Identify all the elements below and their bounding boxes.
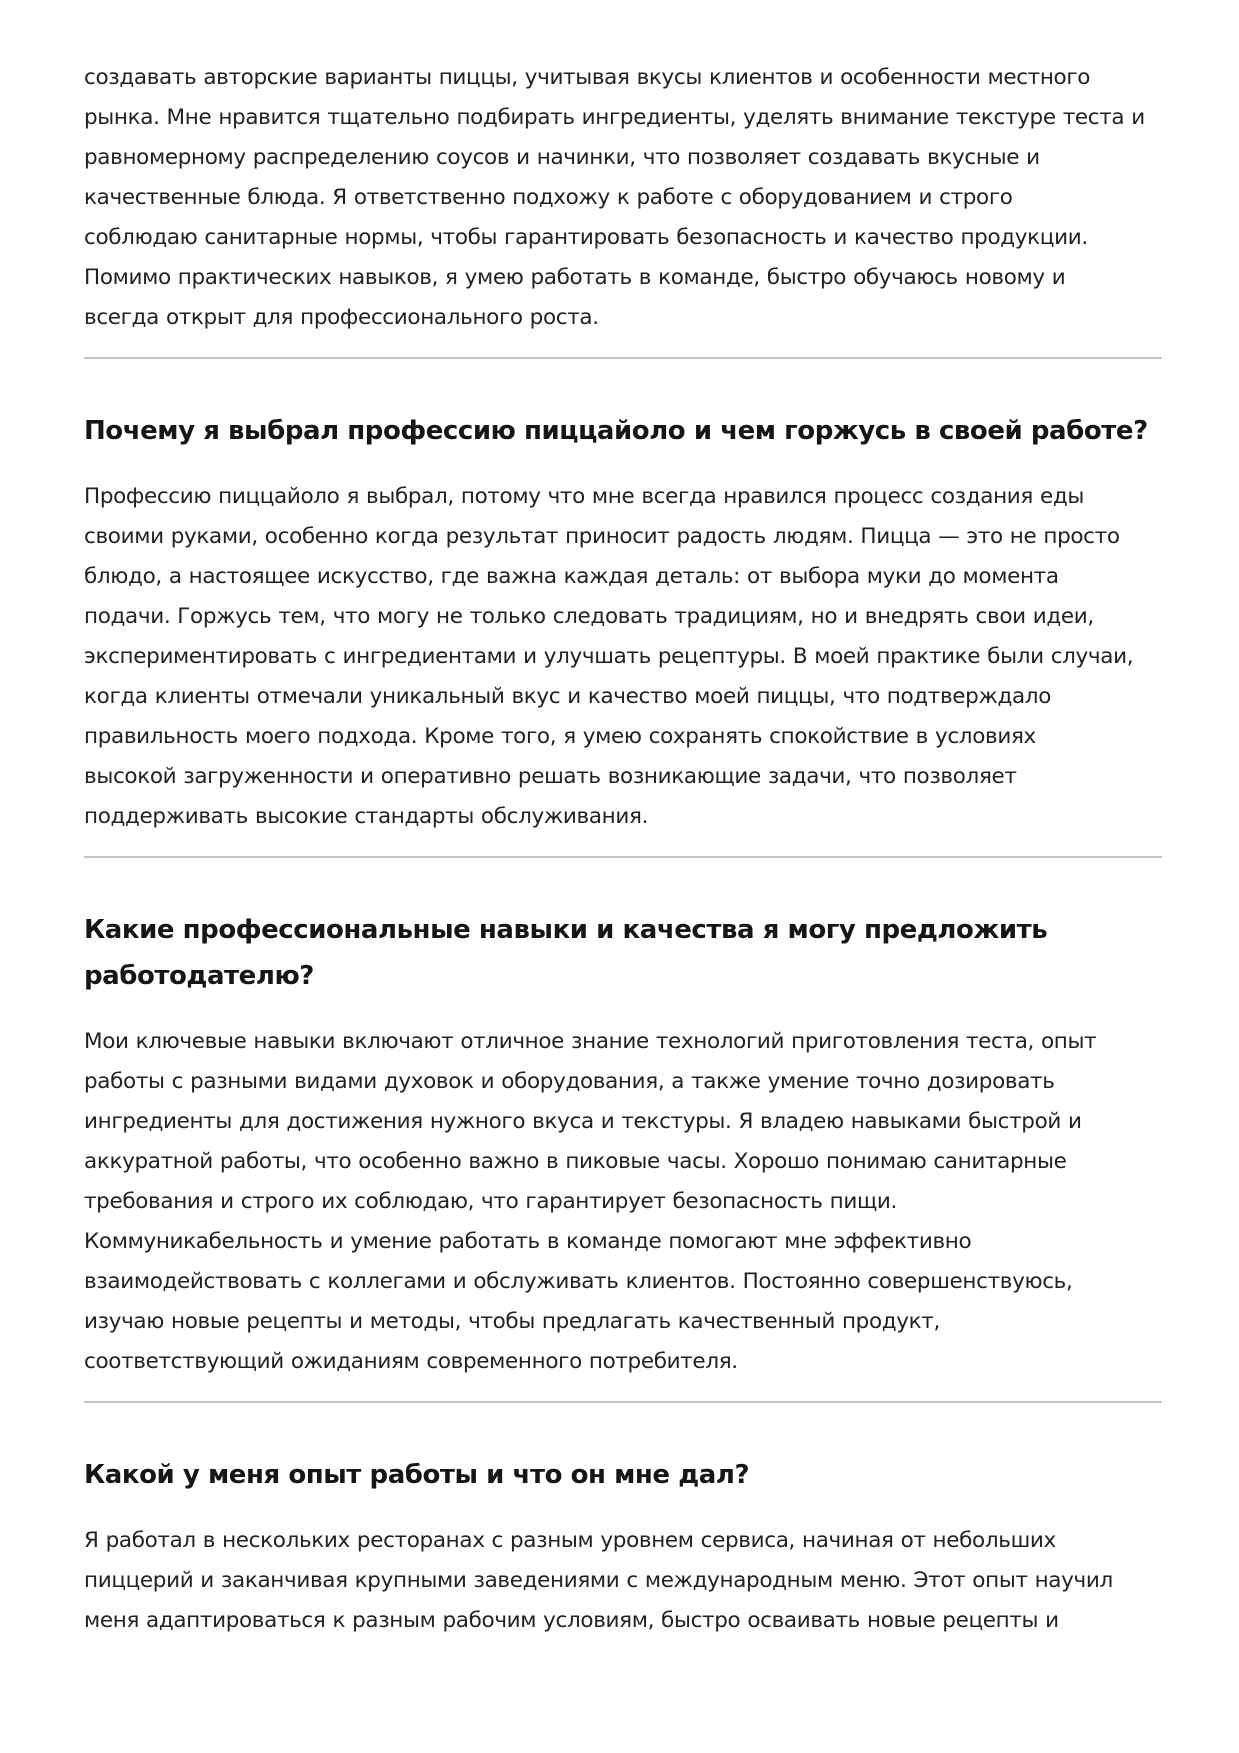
text-line: блюдо, а настоящее искусство, где важна каждая деталь: от выбора муки до момента [84, 564, 1059, 589]
text-line: Я работал в нескольких ресторанах с разным уровнем сервиса, начиная от небольших [84, 1528, 1056, 1553]
text-line: поддерживать высокие стандарты обслуживания. [84, 804, 649, 829]
text-line: взаимодействовать с коллегами и обслуживать клиентов. Постоянно совершенствуюсь, [84, 1269, 1073, 1294]
heading-line: Почему я выбрал профессию пиццайоло и чем горжусь в своей работе? [84, 416, 1148, 446]
document-page [84, 58, 1162, 1641]
text-line: Помимо практических навыков, я умею работать в команде, быстро обучаюсь новому и [84, 265, 1066, 290]
text-line: изучаю новые рецепты и методы, чтобы предлагать качественный продукт, [84, 1309, 940, 1334]
text-line: качественные блюда. Я ответственно подхожу к работе с оборудованием и строго [84, 185, 1013, 210]
text-line: равномерному распределению соусов и начинки, что позволяет создавать вкусные и [84, 145, 1040, 170]
section-divider [84, 1401, 1162, 1403]
heading-line: Какой у меня опыт работы и что он мне дал? [84, 1460, 750, 1490]
text-line: ингредиенты для достижения нужного вкуса и текстуры. Я владею навыками быстрой и [84, 1109, 1082, 1134]
heading-line: работодателю? [84, 961, 314, 991]
text-line: правильность моего подхода. Кроме того, я умею сохранять спокойствие в условиях [84, 724, 1036, 749]
text-line: создавать авторские варианты пиццы, учитывая вкусы клиентов и особенности местного [84, 65, 1091, 90]
text-line: всегда открыт для профессионального роста. [84, 305, 599, 330]
section-heading-experience [84, 1452, 1162, 1498]
section-paragraph-why-pizzaiolo [84, 477, 1162, 837]
heading-line: Какие профессиональные навыки и качества я могу предложить [84, 915, 1048, 945]
section-heading-why-pizzaiolo [84, 408, 1162, 454]
text-line: когда клиенты отмечали уникальный вкус и качество моей пиццы, что подтверждало [84, 684, 1052, 709]
text-line: требования и строго их соблюдаю, что гарантирует безопасность пищи. [84, 1189, 897, 1214]
text-line: рынка. Мне нравится тщательно подбирать ингредиенты, уделять внимание текстуре теста и [84, 105, 1145, 130]
intro-paragraph [84, 58, 1162, 338]
text-line: Мои ключевые навыки включают отличное знание технологий приготовления теста, опыт [84, 1029, 1097, 1054]
section-paragraph-skills [84, 1022, 1162, 1382]
text-line: подачи. Горжусь тем, что могу не только следовать традициям, но и внедрять свои идеи, [84, 604, 1094, 629]
section-divider [84, 357, 1162, 359]
text-line: работы с разными видами духовок и оборудования, а также умение точно дозировать [84, 1069, 1055, 1094]
text-line: Коммуникабельность и умение работать в команде помогают мне эффективно [84, 1229, 972, 1254]
section-heading-skills [84, 907, 1162, 999]
text-line: соблюдаю санитарные нормы, чтобы гарантировать безопасность и качество продукции. [84, 225, 1088, 250]
text-line: Профессию пиццайоло я выбрал, потому что мне всегда нравился процесс создания еды [84, 484, 1084, 509]
text-line: соответствующий ожиданиям современного потребителя. [84, 1349, 738, 1374]
text-line: своими руками, особенно когда результат приносит радость людям. Пицца — это не просто [84, 524, 1120, 549]
section-paragraph-experience [84, 1521, 1162, 1641]
section-divider [84, 856, 1162, 858]
text-line: экспериментировать с ингредиентами и улучшать рецептуры. В моей практике были случаи, [84, 644, 1134, 669]
text-line: меня адаптироваться к разным рабочим условиям, быстро осваивать новые рецепты и [84, 1608, 1059, 1633]
text-line: аккуратной работы, что особенно важно в пиковые часы. Хорошо понимаю санитарные [84, 1149, 1067, 1174]
text-line: высокой загруженности и оперативно решать возникающие задачи, что позволяет [84, 764, 1017, 789]
text-line: пиццерий и заканчивая крупными заведениями с международным меню. Этот опыт научил [84, 1568, 1113, 1593]
